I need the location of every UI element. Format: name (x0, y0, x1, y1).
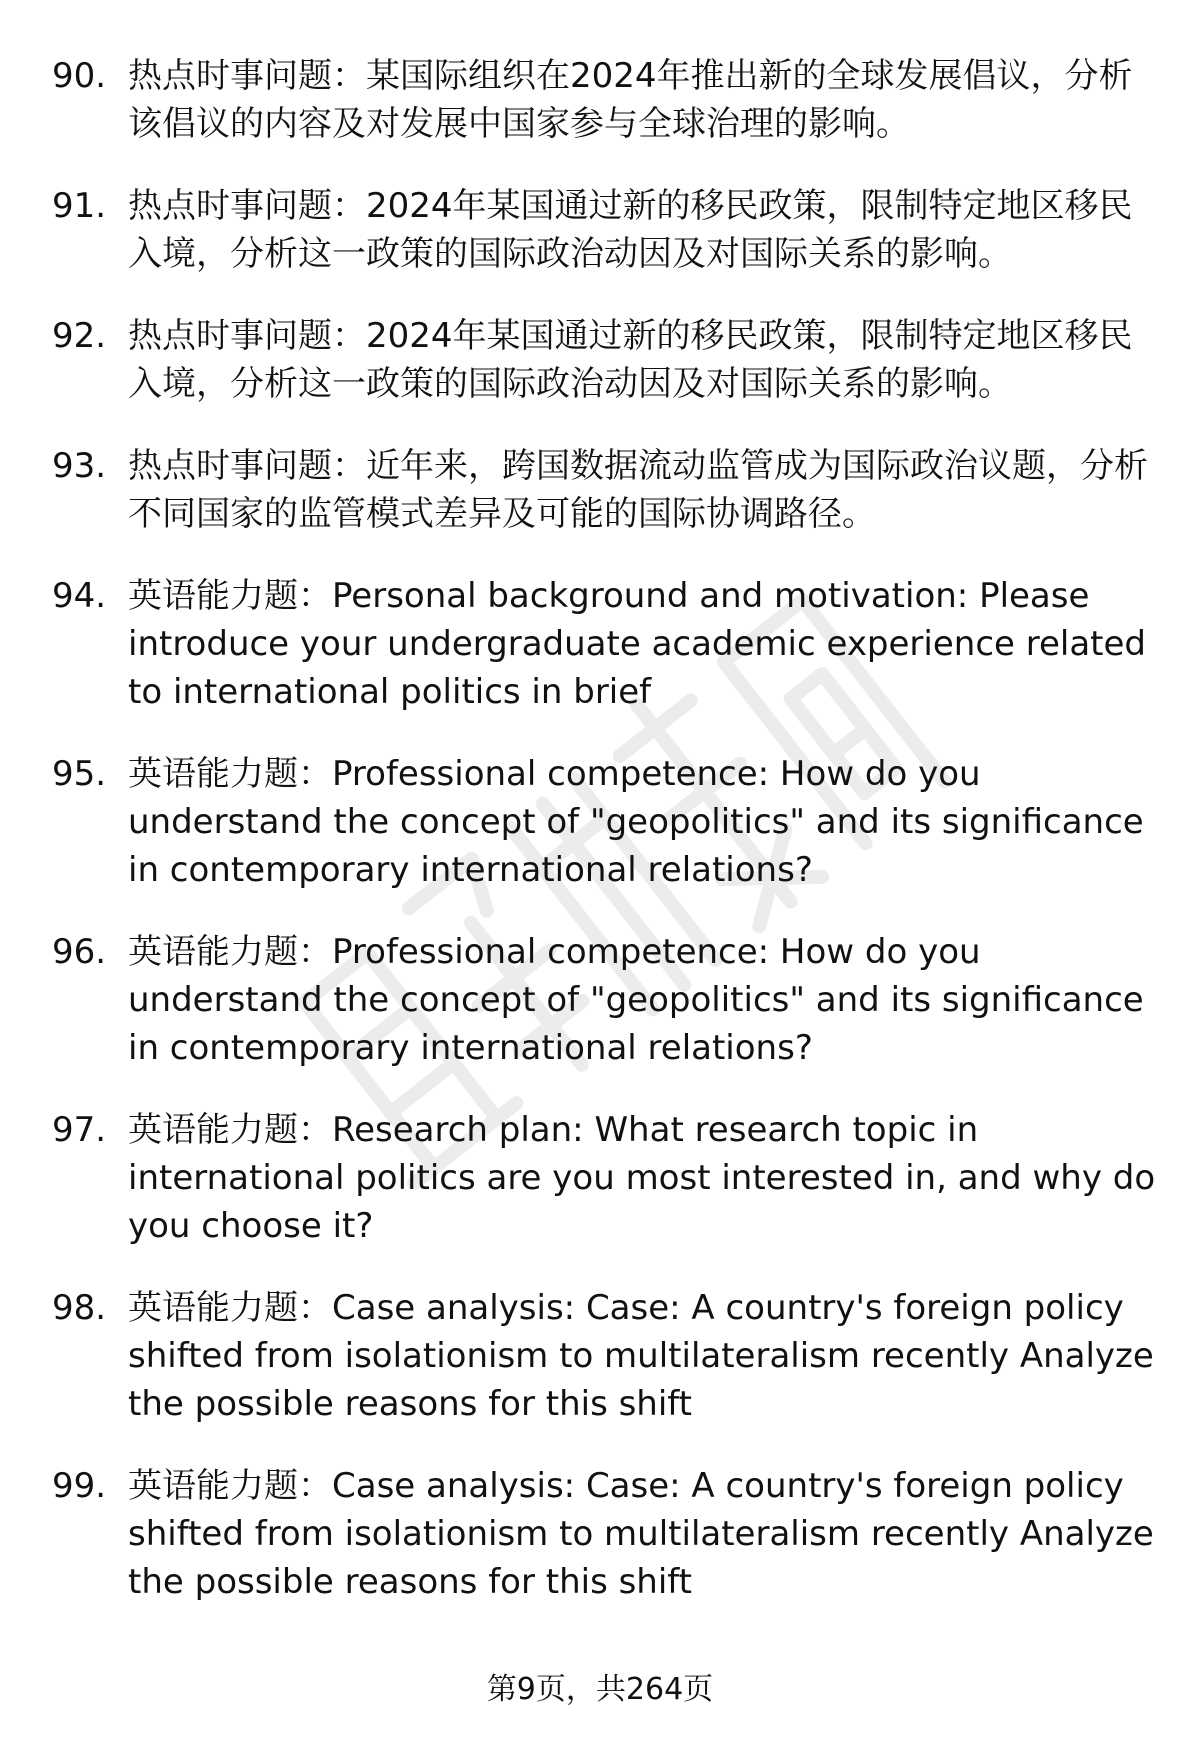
question-number: 99. (52, 1466, 107, 1506)
question-category: 英语能力题： (128, 576, 332, 616)
question-text: Case analysis: Case: A country's foreign policy shifted from isolationism to multilateralism recently Analyze the possible reasons for this shift (128, 1288, 1154, 1424)
question-number: 95. (52, 754, 107, 794)
question-item (52, 442, 1160, 538)
question-text: 2024年某国通过新的移民政策，限制特定地区移民入境，分析这一政策的国际政治动因及对国际关系的影响。 (128, 316, 1133, 404)
question-body (128, 1462, 1158, 1606)
question-text: Research plan: What research topic in international politics are you most interested in, and why do you choose it? (128, 1110, 1156, 1246)
question-number: 90. (52, 56, 107, 96)
question-category: 热点时事问题： (128, 56, 366, 96)
question-body (128, 750, 1158, 894)
question-body (128, 1284, 1158, 1428)
question-body (128, 928, 1158, 1072)
question-category: 英语能力题： (128, 932, 332, 972)
page-footer (0, 1670, 1200, 1710)
question-text: 近年来，跨国数据流动监管成为国际政治议题，分析不同国家的监管模式差异及可能的国际协调路径。 (128, 446, 1148, 534)
question-number: 93. (52, 446, 107, 486)
question-list (52, 52, 1160, 1606)
question-text: Personal background and motivation: Please introduce your undergraduate academic experience related to international politics in brief (128, 576, 1147, 712)
question-category: 英语能力题： (128, 1466, 332, 1506)
question-number: 98. (52, 1288, 107, 1328)
question-number: 91. (52, 186, 107, 226)
question-category: 英语能力题： (128, 1288, 332, 1328)
question-text: Professional competence: How do you understand the concept of "geopolitics" and its significance in contemporary international relations? (128, 932, 1144, 1068)
question-number: 97. (52, 1110, 107, 1150)
question-number: 96. (52, 932, 107, 972)
question-item (52, 182, 1160, 278)
question-text: 某国际组织在2024年推出新的全球发展倡议，分析该倡议的内容及对发展中国家参与全球治理的影响。 (128, 56, 1133, 144)
question-number: 94. (52, 576, 107, 616)
question-item (52, 572, 1160, 716)
question-item (52, 750, 1160, 894)
question-category: 热点时事问题： (128, 446, 366, 486)
question-text: 2024年某国通过新的移民政策，限制特定地区移民入境，分析这一政策的国际政治动因及对国际关系的影响。 (128, 186, 1133, 274)
question-item (52, 928, 1160, 1072)
question-category: 热点时事问题： (128, 186, 366, 226)
question-category: 英语能力题： (128, 1110, 332, 1150)
question-text: Professional competence: How do you understand the concept of "geopolitics" and its significance in contemporary international relations? (128, 754, 1144, 890)
question-category: 热点时事问题： (128, 316, 366, 356)
page-number-label: 第9页，共264页 (486, 1672, 714, 1707)
question-body (128, 52, 1158, 148)
question-text: Case analysis: Case: A country's foreign policy shifted from isolationism to multilateralism recently Analyze the possible reasons for this shift (128, 1466, 1154, 1602)
question-item (52, 52, 1160, 148)
question-body (128, 312, 1158, 408)
question-body (128, 572, 1158, 716)
question-item (52, 312, 1160, 408)
question-item (52, 1284, 1160, 1428)
question-category: 英语能力题： (128, 754, 332, 794)
question-item (52, 1462, 1160, 1606)
question-body (128, 442, 1158, 538)
question-number: 92. (52, 316, 107, 356)
question-body (128, 1106, 1158, 1250)
question-item (52, 1106, 1160, 1250)
question-body (128, 182, 1158, 278)
